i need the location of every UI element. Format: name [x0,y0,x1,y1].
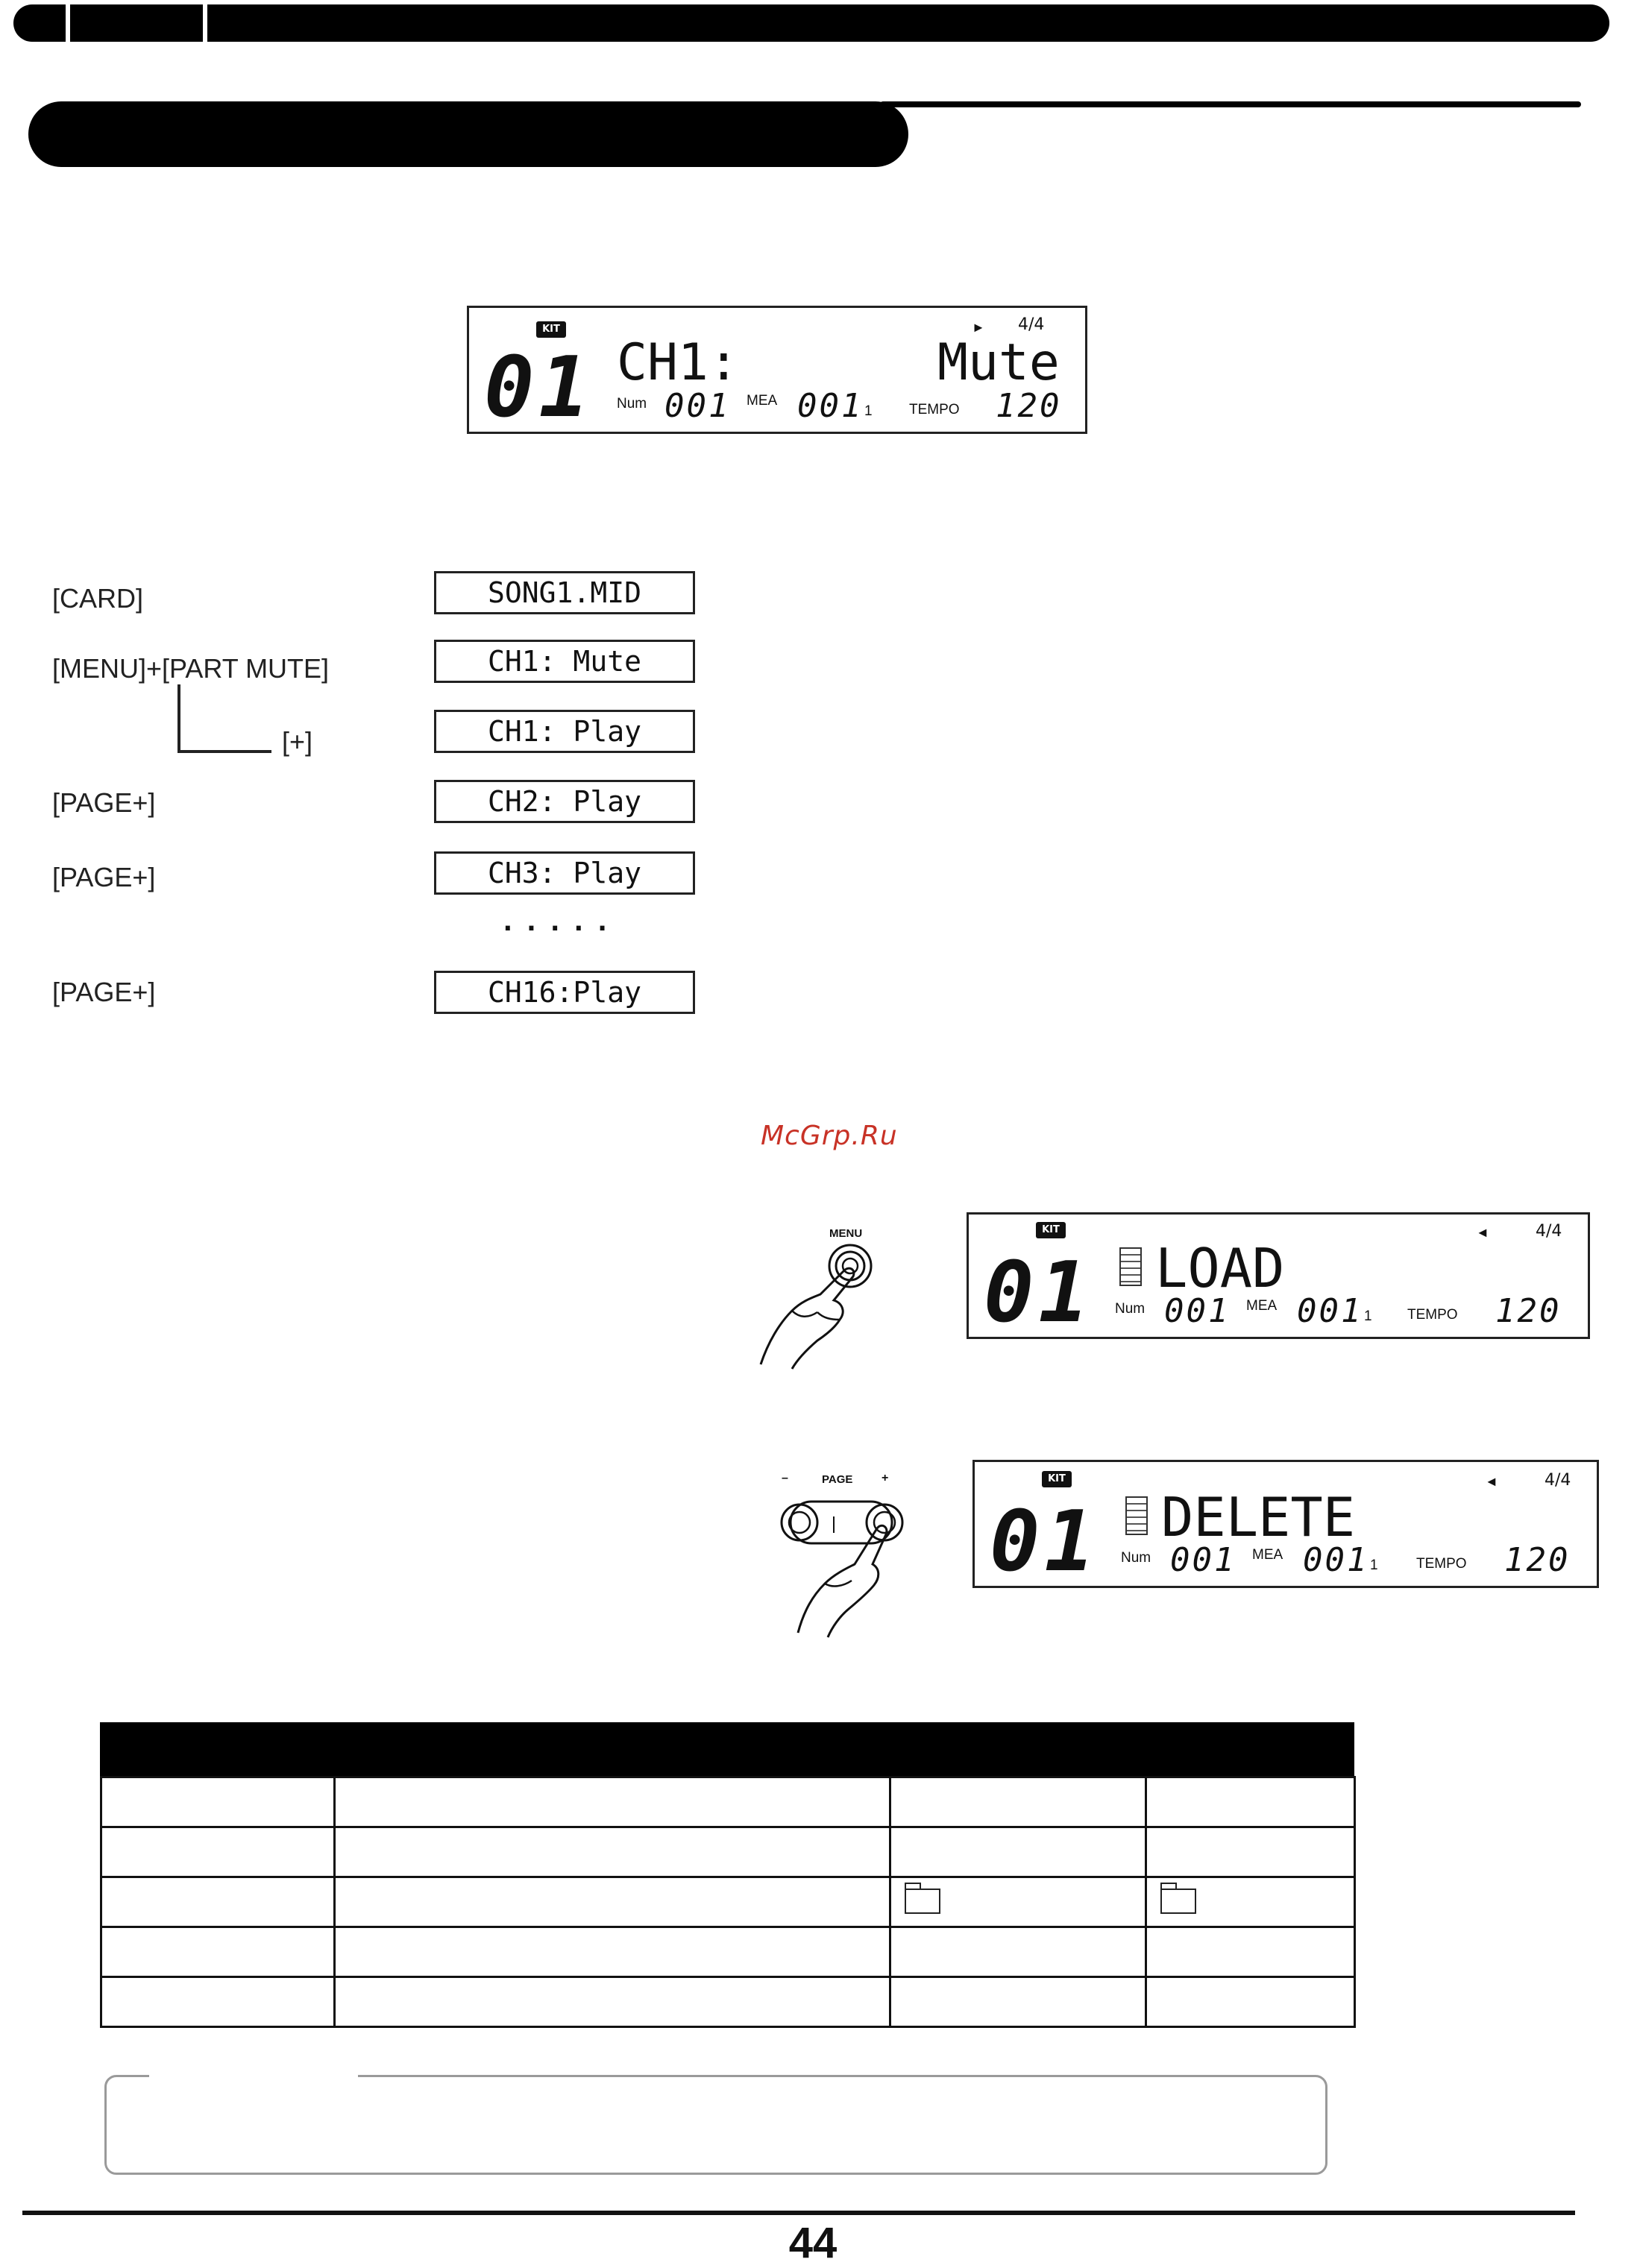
tempo-value: 120 [1504,1541,1571,1579]
hand-icon [768,1469,925,1640]
branch-line-horizontal [177,750,271,753]
table-row [101,1777,1355,1827]
note-box [104,2075,1327,2175]
step-display-song: SONG1.MID [434,571,695,614]
table-row [101,1827,1355,1877]
mea-label: MEA [747,393,778,409]
kit-number: 01 [984,1244,1093,1341]
mea-value: 001 [1303,1541,1369,1579]
kit-number: 01 [990,1493,1099,1590]
menu-item-text: LOAD [1155,1237,1285,1300]
num-value: 001 [1170,1541,1237,1579]
channel-status: Mute [937,333,1060,392]
page-minus-label: – [782,1472,788,1484]
step-key-menu-partmute: [MENU]+[PART MUTE] [52,653,330,684]
tempo-label: TEMPO [909,402,960,418]
left-arrow-icon: ◄ [1485,1474,1498,1489]
tempo-label: TEMPO [1407,1307,1458,1323]
lcd-display-load [967,1212,1590,1339]
step-key-page-plus: [PAGE+] [52,787,156,818]
header-divider [203,4,207,42]
watermark: McGrp.Ru [761,1121,898,1151]
step-display-ch3-play: CH3: Play [434,851,695,895]
folder-icon [905,1889,940,1914]
num-label: Num [1121,1550,1151,1566]
page-plus-label: + [882,1472,889,1484]
mea-value: 001 [797,387,864,425]
section-title-bar [28,101,908,167]
mea-value: 001 [1297,1292,1363,1330]
mea-beat: 1 [1364,1308,1372,1324]
time-signature: 4/4 [1536,1222,1562,1241]
folder-icon [1160,1889,1196,1914]
mea-label: MEA [1246,1298,1278,1314]
table-header [100,1722,1354,1776]
kit-badge: KIT [1042,1471,1072,1487]
step-key-plus: [+] [282,726,313,757]
branch-line-vertical [177,684,180,753]
play-arrow-icon: ► [972,320,985,335]
step-display-ch1-mute: CH1: Mute [434,640,695,683]
footer-rule [22,2211,1575,2215]
table-row [101,1877,1355,1927]
tempo-value: 120 [996,387,1062,425]
step-key-page-plus: [PAGE+] [52,977,156,1007]
tempo-label: TEMPO [1416,1556,1467,1572]
table-row [101,1977,1355,2027]
section-rule [880,101,1581,107]
file-icon [1125,1496,1148,1535]
page-button-label: PAGE [822,1473,853,1486]
data-table [100,1776,1356,2028]
lcd-display-main [467,306,1087,434]
step-key-card: [CARD] [52,583,144,614]
hand-pressing-menu-illustration [746,1223,902,1372]
mea-beat: 1 [864,403,873,419]
page-number: 44 [788,2219,838,2267]
ellipsis: ..... [500,907,618,937]
lcd-display-delete [972,1460,1599,1588]
num-value: 001 [664,387,731,425]
channel-label: CH1: [617,333,739,392]
step-key-page-plus: [PAGE+] [52,862,156,892]
num-value: 001 [1164,1292,1231,1330]
kit-number: 01 [484,339,594,436]
menu-item-text: DELETE [1161,1486,1356,1549]
time-signature: 4/4 [1545,1471,1571,1490]
hand-pressing-page-plus-illustration [768,1469,925,1640]
step-display-ch2-play: CH2: Play [434,780,695,823]
table-row [101,1927,1355,1977]
header-divider [66,4,70,42]
num-label: Num [1115,1301,1146,1317]
kit-badge: KIT [536,321,566,338]
hand-icon [746,1223,902,1372]
file-icon [1119,1247,1142,1286]
header-bar [13,4,1609,42]
step-display-ch16-play: CH16:Play [434,971,695,1014]
num-label: Num [617,396,647,412]
tempo-value: 120 [1495,1292,1562,1330]
kit-badge: KIT [1036,1222,1066,1238]
left-arrow-icon: ◄ [1476,1225,1489,1240]
mea-label: MEA [1252,1547,1283,1563]
menu-button-label: MENU [829,1227,863,1240]
step-display-ch1-play: CH1: Play [434,710,695,753]
time-signature: 4/4 [1018,315,1045,334]
note-title-gap [149,2071,358,2080]
mea-beat: 1 [1370,1557,1378,1573]
